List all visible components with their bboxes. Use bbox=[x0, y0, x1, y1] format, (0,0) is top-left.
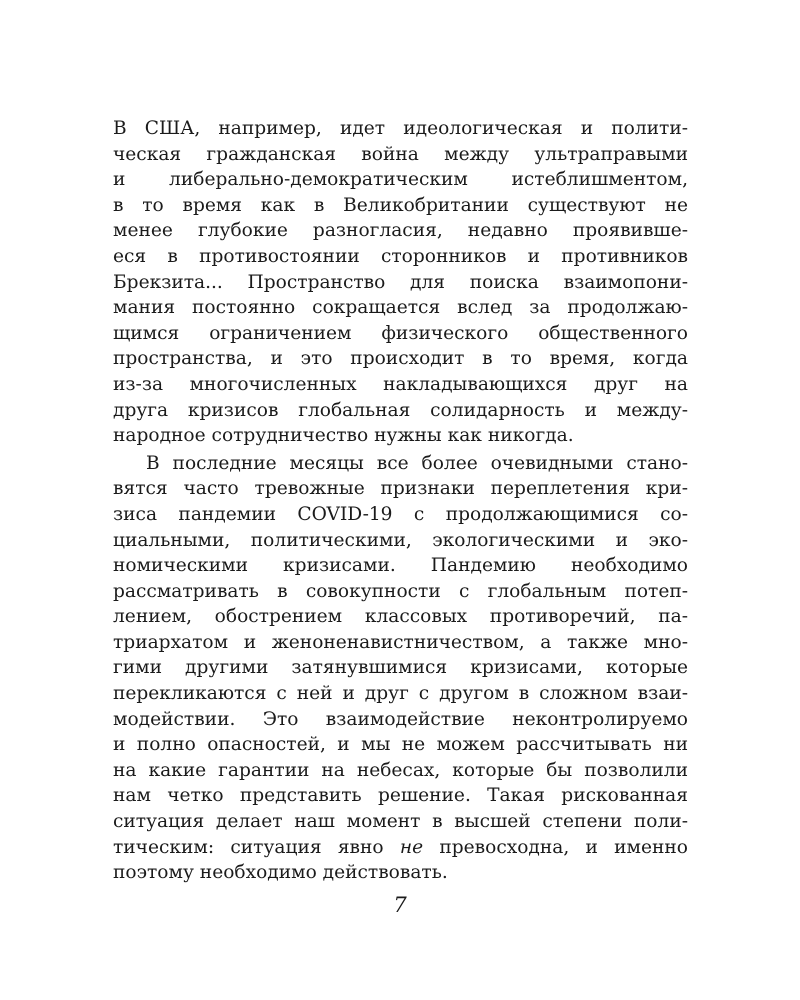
text-line: мания постоянно сокращается вслед за продолжаю- bbox=[113, 297, 688, 319]
text-line: и полно опасностей, и мы не можем рассчитывать ни bbox=[113, 734, 688, 756]
text-line: ситуация делает наш момент в высшей степени поли- bbox=[113, 811, 688, 833]
text-line: зиса пандемии COVID-19 с продолжающимися со- bbox=[113, 503, 688, 525]
text-line: номическими кризисами. Пандемию необходимо bbox=[113, 555, 688, 577]
text-line: циальными, политическими, экологическими и эко- bbox=[113, 529, 688, 551]
text-line: ческая гражданская война между ультраправыми bbox=[113, 143, 688, 165]
emphasis-line bbox=[113, 835, 688, 861]
text-line: модействии. Это взаимодействие неконтролируемо bbox=[113, 708, 688, 730]
text-line: рассматривать в совокупности с глобальным потеп- bbox=[113, 580, 688, 602]
text-line: друга кризисов глобальная солидарность и между- bbox=[113, 399, 688, 421]
text-line: лением, обострением классовых противоречий, па- bbox=[113, 606, 688, 628]
text-line: народное сотрудничество нужны как никогда. bbox=[113, 425, 574, 447]
paragraph-2 bbox=[113, 451, 688, 886]
text-line: В последние месяцы все более очевидными стано- bbox=[146, 452, 688, 474]
text-line: вятся часто тревожные признаки переплетения кри- bbox=[113, 478, 688, 500]
text-line: менее глубокие разногласия, недавно проявивше- bbox=[113, 220, 688, 242]
body-text bbox=[113, 116, 688, 886]
text-line: поэтому необходимо действовать. bbox=[113, 862, 448, 884]
text-line: щимся ограничением физического общественного bbox=[113, 322, 688, 344]
text-line: пространства, и это происходит в то время, когда bbox=[113, 348, 688, 370]
emphasis-word: не bbox=[399, 836, 424, 858]
page-number: 7 bbox=[393, 893, 407, 917]
text-line: В США, например, идет идеологическая и полити- bbox=[113, 118, 688, 139]
text-line: перекликаются с ней и друг с другом в сложном взаи- bbox=[113, 683, 688, 705]
emphasis-after: превосходна, и именно bbox=[423, 836, 688, 858]
emphasis-before: тическим: ситуация явно bbox=[113, 836, 400, 858]
text-line: еся в противостоянии сторонников и противников bbox=[113, 245, 688, 267]
text-line: гими другими затянувшимися кризисами, которые bbox=[113, 657, 688, 679]
paragraph-1 bbox=[113, 116, 688, 449]
text-line: на какие гарантии на небесах, которые бы позволили bbox=[113, 759, 688, 781]
text-line: нам четко представить решение. Такая рискованная bbox=[113, 785, 688, 807]
text-line: Брекзита... Пространство для поиска взаимопони- bbox=[113, 271, 688, 293]
text-line: триархатом и женоненавистничеством, а также мно- bbox=[113, 631, 688, 653]
text-line: в то время как в Великобритании существуют не bbox=[113, 194, 688, 216]
text-line: и либерально-демократическим истеблишментом, bbox=[113, 169, 688, 191]
text-line: из-за многочисленных накладывающихся друг на bbox=[113, 373, 688, 395]
